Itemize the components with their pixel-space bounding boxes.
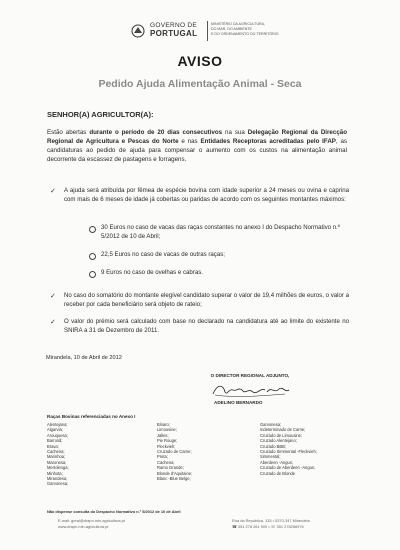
breed-item: Jalles; bbox=[157, 432, 169, 438]
footer-street: Rua da República, 133 • 5370-347 Mirandela bbox=[232, 518, 310, 523]
breed-item: Barrosã; bbox=[47, 438, 63, 444]
sub-bullet-22-euros: 22,5 Euros no caso de vacas de outras raças; bbox=[101, 251, 225, 258]
ministry-name: MINISTÉRIO DA AGRICULTURA, DO MAR, DO AMBIENTE E DO ORDENAMENTO DO TERRITÓRIO bbox=[211, 22, 279, 36]
breed-item: Cruzado Alentejano; bbox=[260, 438, 297, 444]
breed-item: Marinhoa; bbox=[47, 454, 66, 460]
director-name: ADELINO BERNARDO bbox=[214, 400, 263, 405]
breed-item: Mertolenga; bbox=[47, 465, 69, 471]
breed-item: Minhota; bbox=[47, 470, 63, 476]
breed-item: Limousine; bbox=[157, 427, 177, 433]
header-divider bbox=[207, 21, 208, 41]
signature-image bbox=[205, 380, 295, 400]
footer-phone: ☎ 351 278 261 900 • ☏ 351 278266976 bbox=[232, 524, 304, 529]
breed-item: Pie Rouge; bbox=[157, 438, 178, 444]
breed-item: Cachena; bbox=[157, 459, 175, 465]
circle-bullet-icon bbox=[89, 271, 96, 278]
breed-item: Cachena; bbox=[47, 449, 65, 455]
checkmark-icon: ✓ bbox=[50, 319, 56, 326]
notice-subtitle: Pedido Ajuda Alimentação Animal - Seca bbox=[98, 78, 302, 90]
intro-paragraph: Estão abertas durante o período de 20 dias consecutivos na sua Delegação Regional da Direcção Regional de Agricultura e Pescas do Norte e nas Entidades Receptoras acreditadas pelo IFAP, as candidaturas ao pedido de ajuda para compensar o aumento com os custos na alimentação animal decorrente da escassez de pastagens e forragens. bbox=[47, 129, 348, 163]
breed-item: Garvonesa; bbox=[47, 481, 69, 487]
footer-contact-web bbox=[58, 518, 125, 530]
breed-item: Indeterminado de Carne; bbox=[260, 427, 306, 433]
breed-item: Maronesa; bbox=[47, 459, 67, 465]
breed-item: Brava; bbox=[47, 443, 59, 449]
checkmark-icon: ✓ bbox=[50, 188, 56, 195]
regulation-note: Não dispense consulta do Despacho Normativo n.º 5/2012 de 10 de Abril bbox=[47, 509, 181, 514]
breed-item: Cruzado BBB; bbox=[260, 443, 286, 449]
breed-item: Algarvia; bbox=[47, 427, 63, 433]
breed-item: Cruzado de Aberdeen -Angus; bbox=[260, 465, 316, 471]
circle-bullet-icon bbox=[89, 253, 96, 260]
circle-bullet-icon bbox=[89, 226, 96, 233]
government-emblem-icon bbox=[131, 24, 145, 38]
breed-item: Bísaro; bbox=[157, 422, 170, 427]
bullet-aid-allocation: A ajuda será atribuída por fêmea de espécie bovina com idade superior a 24 meses ou ovina e caprina com mais de 6 meses de idade já cobertas ou paridas de acordo com os seguintes montantes máximos: bbox=[64, 187, 349, 203]
breed-item: Simmental; bbox=[260, 454, 281, 460]
breeds-list-title: Raças Bovinas referenciadas no Anexo I bbox=[47, 414, 136, 419]
sub-bullet-9-euros: 9 Euros no caso de ovelhas e cabras. bbox=[101, 269, 203, 276]
breed-item: Blonde d'Aquitaine; bbox=[157, 470, 193, 476]
breed-item: Aberdeen -Angus; bbox=[260, 459, 293, 465]
breed-item: Fleckvieh; bbox=[157, 443, 176, 449]
breed-item: Cruzado de Limousine; bbox=[260, 432, 303, 438]
breed-item: Garvonesa; bbox=[260, 422, 282, 427]
bullet-premium-calculation: O valor do prémio será calculado com base no declarado na candidatura até ao limite do existente no SNIRA a 31 de Dezembro de 2011. bbox=[64, 318, 349, 334]
breed-item: Ramo Grande; bbox=[157, 465, 184, 471]
place-date: Mirandela, 10 de Abril de 2012 bbox=[46, 355, 122, 361]
notice-title: AVISO bbox=[177, 53, 223, 69]
breed-item: Arouquesa; bbox=[47, 432, 68, 438]
breed-item: Mirandesa; bbox=[47, 476, 68, 482]
salutation: SENHOR(A) AGRICULTOR(A): bbox=[47, 110, 154, 119]
breed-item: Blanc -Blue Belge; bbox=[157, 476, 191, 482]
breed-item: Alentejana; bbox=[47, 422, 68, 427]
breeds-column-2 bbox=[157, 422, 192, 481]
sub-bullet-30-euros: 30 Euros no caso de vacas das raças constantes no anexo I do Despacho Normativo n.º 5/2012 de 10 de Abril; bbox=[101, 224, 341, 240]
bullet-apportionment: No caso do somatório do montante elegível candidato superar o valor de 19,4 milhões de euros, o valor a receber por cada beneficiário será objeto de rateio; bbox=[64, 292, 349, 308]
director-title: O DIRECTOR REGIONAL ADJUNTO, bbox=[210, 373, 290, 378]
breeds-column-1 bbox=[47, 422, 69, 487]
breed-item: Cruzado de Blonde bbox=[260, 470, 296, 476]
footer-address bbox=[232, 518, 310, 530]
breeds-column-3 bbox=[260, 422, 317, 476]
government-logo-text: GOVERNO DE PORTUGAL bbox=[150, 22, 198, 38]
footer-website: www.drapn.min-agricultura.pt bbox=[58, 524, 109, 529]
breed-item: Cruzado de Carne; bbox=[157, 449, 192, 455]
breed-item: Preta; bbox=[157, 454, 168, 460]
breed-item: Cruzado Simmental -Fleckvieh; bbox=[260, 449, 317, 455]
checkmark-icon: ✓ bbox=[50, 293, 56, 300]
footer-email: E-mail: geral@drapn.min-agricultura.pt bbox=[58, 518, 125, 523]
